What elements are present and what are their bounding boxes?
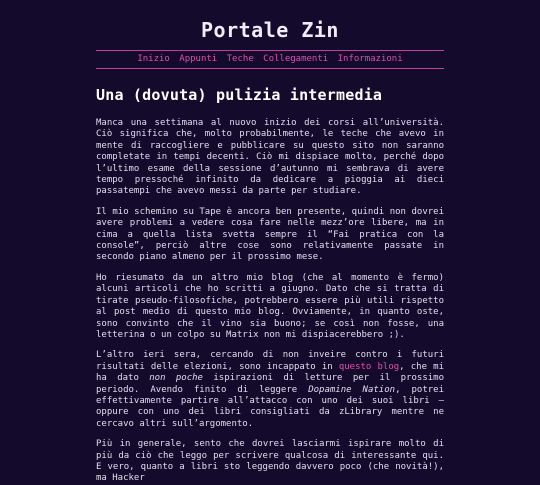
blog-link[interactable]: questo blog bbox=[338, 361, 400, 372]
main-nav bbox=[96, 50, 444, 69]
book-title-dopamine-nation: Dopamine Nation bbox=[308, 384, 396, 395]
emphasis-non-poche: non poche bbox=[149, 373, 203, 384]
paragraph-4-text-c: ispirazioni di letture per il prossimo periodo. Avendo finito di leggere bbox=[96, 373, 445, 395]
paragraph-4-text-b: , che mi ha dato bbox=[96, 361, 444, 384]
paragraph-1: Manca una settimana al nuovo inizio dei corsi all’università. Ciò significa che, molto probabilmente, le teche che avevo in mente di raccogliere e pubblicare su questo sito non saranno completate in tempi decenti. Ciò mi dispiace molto, perché dopo l’ultimo esame della sessione d’autunno mi sembrava di avere tempo pressoché infinito da dedicare a pioggia ai dieci passatempi che avevo messi da parte per studiare. bbox=[96, 118, 444, 197]
paragraph-3: Ho riesumato da un altro mio blog (che al momento è fermo) alcuni articoli che ho scritti a giugno. Dato che si tratta di tirate pseudo-filosofiche, potrebbero essere più utili rispetto al post medio di questo mio blog. Ovviamente, in quanto oste, sono convinto che il vino sia buono; se così non fosse, una letterina o un colpo su Matrix non mi dispiacerebbero ;). bbox=[96, 272, 444, 340]
nav-link-collegamenti[interactable]: Collegamenti bbox=[263, 54, 329, 64]
paragraph-5: Più in generale, sento che dovrei lasciarmi ispirare molto di più da ciò che leggo per scrivere qualcosa di interessante qui. E vero, quanto a libri sto leggendo davvero poco (che novità!), ma Hacker bbox=[96, 439, 444, 484]
site-title[interactable]: Portale Zin bbox=[201, 18, 339, 42]
paragraph-4-text-a: L’altro ieri sera, cercando di non inveire contro i futuri risultati delle elezioni, sono incappato in bbox=[96, 350, 444, 372]
nav-link-appunti[interactable]: Appunti bbox=[179, 54, 218, 64]
nav-link-inizio[interactable]: Inizio bbox=[137, 54, 170, 64]
paragraph-4 bbox=[96, 350, 444, 430]
post-content bbox=[96, 69, 444, 485]
nav-link-informazioni[interactable]: Informazioni bbox=[337, 54, 403, 64]
paragraph-2: Il mio schemino su Tape è ancora ben presente, quindi non dovrei avere problemi a vedere cosa fare nelle mezz’ore libere, ma in cima a quella lista svetta sempre il “Fai pratica con la console”, perciò altre cose sono relativamente passate in secondo piano almeno per il prossimo mese. bbox=[96, 206, 444, 263]
nav-link-teche[interactable]: Teche bbox=[226, 54, 254, 64]
post-title: Una (dovuta) pulizia intermedia bbox=[96, 86, 383, 104]
site-header bbox=[0, 0, 540, 69]
paragraph-4-text-d: , potrei effettivamente partire all’attacco con uno dei suoi libri — oppure con uno dei libri consigliati da zLibrary mentre ne cercavo altri sull’argomento. bbox=[96, 384, 444, 429]
